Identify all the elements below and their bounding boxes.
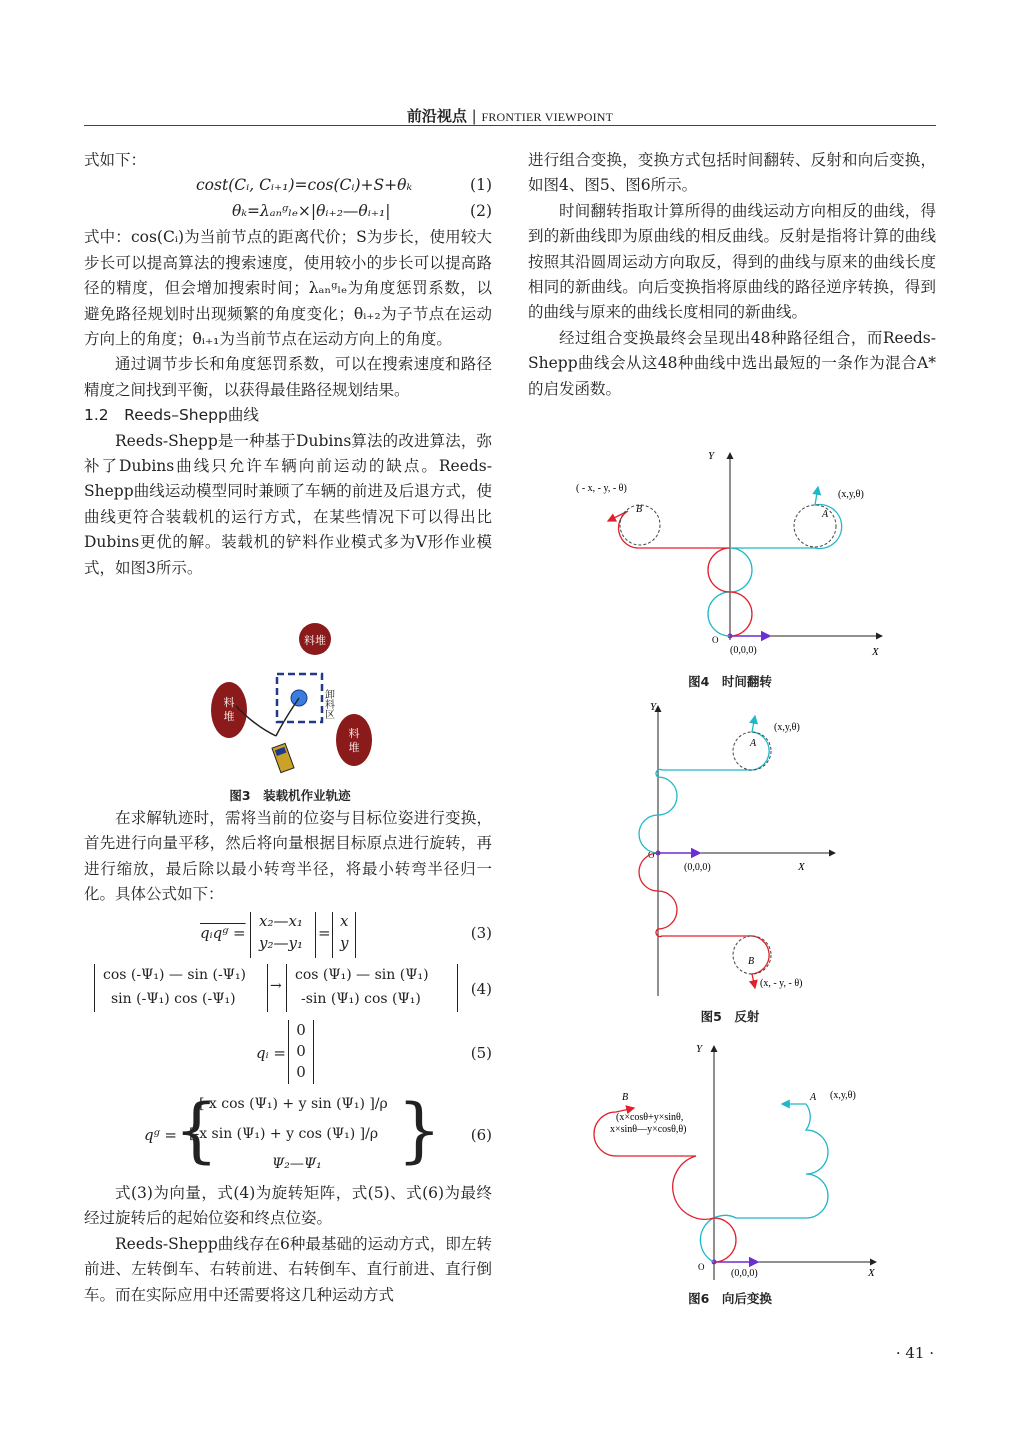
pile-left (211, 682, 247, 738)
left-p4: 在求解轨迹时，需将当前的位姿与目标位姿进行变换，首先进行向量平移，然后将向量根据目标原点进行旋转，再进行缩放，最后除以最小转弯半径，将最小转弯半径归一化。具体公式如下： (84, 809, 492, 904)
fig4-pb-label: ( - x, - y, - θ) (576, 483, 627, 494)
left-p5: 式(3)为向量，式(4)为旋转矩阵，式(5)、式(6)为最终经过旋转后的起始位姿和终点位姿。 (84, 1184, 492, 1228)
fig4-circle-a (794, 505, 836, 547)
left-p2: 通过调节步长和角度惩罚系数，可以在搜索速度和路径精度之间找到平衡，以获得最佳路径规划结果。 (84, 355, 492, 399)
eq3-m2b: y (340, 934, 349, 952)
fig6-x-label: X (868, 1267, 875, 1279)
eq3-m2a: x (340, 912, 349, 930)
fig4-caption: 图4 时间翻转 (688, 674, 772, 689)
pile-top-label: 料堆 (304, 635, 326, 647)
eq5-number: (5) (470, 1044, 492, 1062)
fig6-b-label: B (622, 1092, 629, 1103)
fig6-o-label: O (698, 1262, 705, 1272)
eq6-row3: Ψ₂—Ψ₁ (272, 1156, 322, 1172)
fig6-pb-label2: x×sinθ—y×cosθ,θ) (610, 1124, 687, 1135)
right-p2: 时间翻转指取计算所得的曲线运动方向相反的曲线，得到的新曲线即为原曲线的相反曲线。反射是指将计算的曲线按照其沿圆周运动方向取反，得到的曲线与原来的曲线长度相同的新曲线。向后变换指将原曲线的路径逆序转换，得到的曲线与原来的曲线长度相同的新曲线。 (528, 201, 936, 322)
equation-6 (84, 1089, 492, 1178)
left-column-bottom (84, 1181, 492, 1308)
header-sep: | (471, 107, 477, 125)
fig5-y-label: Y (650, 701, 657, 713)
eq3-matrix1 (250, 912, 316, 958)
eq4-b2: -sin (Ψ₁) cos (Ψ₁) (301, 991, 421, 1007)
eq1-formula: cost(Cᵢ, Cᵢ₊₁)=cos(Cᵢ)+S+θₖ (196, 176, 413, 195)
eq3-number: (3) (470, 924, 492, 942)
eq3-matrix2 (332, 912, 356, 958)
eq6-row2: [-x sin (Ψ₁) + y cos (Ψ₁) ]/ρ (189, 1126, 379, 1142)
eq1-number: (1) (470, 176, 492, 195)
eq4-number: (4) (470, 980, 492, 998)
eq6-brace-right: } (397, 1089, 442, 1171)
eq6-number: (6) (470, 1126, 492, 1144)
fig6-pa-label: (x,y,θ) (830, 1090, 856, 1101)
fig5-origin-label: (0,0,0) (684, 862, 711, 873)
figure-3 (200, 622, 380, 782)
eq4-a2: sin (-Ψ₁) cos (-Ψ₁) (111, 991, 236, 1007)
left-column-mid (84, 806, 492, 908)
section-heading: 1.2 Reeds–Shepp曲线 (84, 406, 259, 425)
pile-right-label2: 堆 (348, 742, 360, 754)
eq6-lhs: qᵍ = (144, 1126, 177, 1144)
header-en: FRONTIER VIEWPOINT (481, 110, 614, 124)
fig4-y-label: Y (708, 450, 715, 462)
fig5-a-label: A (750, 738, 757, 749)
eq2-formula: θₖ=λₐₙᵍₗₑ×|θᵢ₊₂—θᵢ₊₁| (232, 202, 391, 221)
pile-left-label2: 堆 (223, 711, 235, 723)
right-p3: 经过组合变换最终会呈现出48种路径组合，而Reeds-Shepp曲线会从这48种曲线中选出最短的一条作为混合A*的启发函数。 (528, 328, 936, 398)
fig4-b-label: B (636, 504, 643, 515)
fig5-circle-b (733, 936, 771, 974)
eq3-lhs: qᵢqᵍ = (200, 924, 246, 942)
eq4-a1: cos (-Ψ₁) — sin (-Ψ₁) (103, 967, 247, 983)
eq4-matrix2 (286, 964, 458, 1012)
fig6-origin-label: (0,0,0) (731, 1268, 758, 1279)
equation-4 (84, 964, 492, 1016)
fig6-y-label: Y (696, 1043, 703, 1055)
eq5-v2: 0 (296, 1063, 306, 1081)
fig5-pa-label: (x,y,θ) (774, 722, 800, 733)
eq4-arrow: → (270, 978, 282, 994)
eq3-m1a: x₂—x₁ (259, 912, 303, 930)
fig3-caption: 图3 装载机作业轨迹 (229, 788, 351, 803)
left-p6: Reeds-Shepp曲线存在6种最基础的运动方式，即左转前进、左转倒车、右转前进、右转倒车、直行前进、直行倒车。而在实际应用中还需要将这几种运动方式 (84, 1234, 492, 1304)
fig6-path-original (700, 1104, 828, 1262)
trajectory-to-unload (276, 698, 299, 736)
right-p1: 进行组合变换，变换方式包括时间翻转、反射和向后变换，如图4、图5、图6所示。 (528, 151, 936, 195)
eq4-b1: cos (Ψ₁) — sin (Ψ₁) (295, 967, 429, 983)
equation-1 (84, 173, 492, 199)
pile-right (336, 714, 372, 766)
header-cn: 前沿视点 (406, 107, 467, 125)
eq4-matrix1 (94, 964, 268, 1012)
figure-5 (610, 698, 840, 998)
pile-left-label1: 料 (223, 697, 235, 709)
fig5-b-label: B (748, 956, 755, 967)
right-column-top (528, 148, 936, 402)
fig4-a-label: A (822, 509, 829, 520)
figure-4 (570, 445, 890, 665)
fig5-caption: 图5 反射 (700, 1009, 760, 1024)
fig5-o-label: O (648, 850, 655, 860)
equation-3 (84, 912, 492, 960)
fig5-pb-label: (x, - y, - θ) (760, 978, 803, 989)
fig4-origin-label: (0,0,0) (730, 645, 757, 656)
fig4-o-label: O (712, 635, 719, 645)
eq5-v0: 0 (296, 1021, 306, 1039)
eq2-number: (2) (470, 202, 492, 221)
eq5-v1: 0 (296, 1042, 306, 1060)
figure-6 (576, 1038, 886, 1283)
eq5-lhs: qᵢ = (256, 1044, 286, 1062)
page-number: · 41 · (895, 1344, 934, 1362)
left-p0: 式如下： (84, 151, 147, 169)
running-header (84, 105, 936, 126)
eq6-brace-left: { (174, 1089, 219, 1171)
fig6-pb-label1: (x×cosθ+y×sinθ, (616, 1112, 684, 1123)
fig6-caption: 图6 向后变换 (688, 1291, 772, 1306)
left-column-top (84, 148, 492, 581)
pile-right-label1: 料 (348, 728, 360, 740)
equation-2 (84, 199, 492, 225)
unload-label: 卸料区 (322, 689, 334, 719)
equation-5 (84, 1020, 492, 1086)
header-rule (84, 125, 936, 126)
eq5-vector (288, 1020, 314, 1084)
fig4-x-label: X (872, 646, 879, 658)
left-p1: 式中：cos(Cᵢ)为当前节点的距离代价；S为步长，使用较大步长可以提高算法的搜索速度，使用较小的步长可以提高路径的精度，但会增加搜索时间；λₐₙᵍₗₑ为角度惩罚系数，以避免路径规划时出现频繁的角度变化；θᵢ₊₂为子节点在运动方向上的角度；θᵢ₊₁为当前节点在运动方向上的角度。 (84, 228, 492, 349)
fig5-x-label: X (798, 861, 805, 873)
left-p3: Reeds-Shepp是一种基于Dubins算法的改进算法，弥补了Dubins曲线只允许车辆向前运动的缺点。Reeds-Shepp曲线运动模型同时兼顾了车辆的前进及后退方式，使曲线更符合装载机的运行方式，在某些情况下可以得出比Dubins更优的解。装载机的铲料作业模式多为V形作业模式，如图3所示。 (84, 431, 492, 577)
eq3-m1b: y₂—y₁ (259, 934, 303, 952)
eq3-equals: = (318, 924, 331, 942)
fig5-path-reflected (639, 853, 769, 988)
eq6-row1: [ x cos (Ψ₁) + y sin (Ψ₁) ]/ρ (199, 1096, 388, 1112)
fig5-path-original (639, 716, 769, 853)
fig4-pa-label: (x,y,θ) (838, 489, 864, 500)
fig6-a-label: A (810, 1092, 817, 1103)
